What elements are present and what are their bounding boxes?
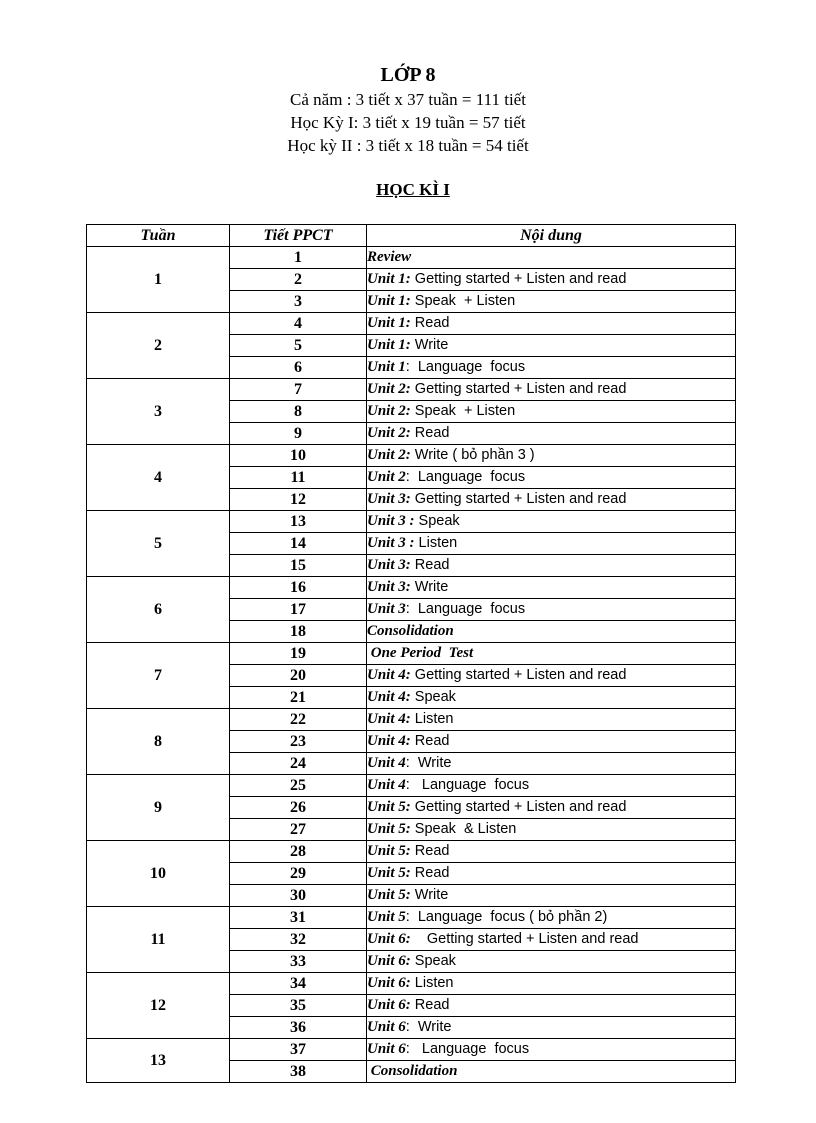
- week-cell: 1: [87, 247, 230, 313]
- period-cell: 33: [230, 951, 367, 973]
- table-row: [87, 907, 736, 929]
- period-cell: 23: [230, 731, 367, 753]
- period-cell: 18: [230, 621, 367, 643]
- content-cell: [367, 335, 736, 357]
- week-cell: 2: [87, 313, 230, 379]
- lesson-text: Read: [410, 557, 450, 573]
- content-cell: [367, 247, 736, 269]
- content-cell: [367, 951, 736, 973]
- week-cell: 11: [87, 907, 230, 973]
- unit-label: Unit 1:: [367, 337, 411, 353]
- lesson-text: Read: [410, 733, 450, 749]
- period-cell: 6: [230, 357, 367, 379]
- unit-label: Unit 2: [367, 469, 406, 485]
- week-cell: 10: [87, 841, 230, 907]
- lesson-text: : Write: [405, 1019, 452, 1035]
- unit-label: Unit 5:: [367, 865, 411, 881]
- content-cell: [367, 269, 736, 291]
- schedule-table: [86, 224, 736, 1083]
- content-cell: [367, 621, 736, 643]
- unit-label: Unit 4: [367, 755, 406, 771]
- period-cell: 15: [230, 555, 367, 577]
- content-cell: [367, 775, 736, 797]
- special-lesson-label: One Period Test: [367, 645, 474, 661]
- period-cell: 5: [230, 335, 367, 357]
- period-cell: 11: [230, 467, 367, 489]
- week-cell: 7: [87, 643, 230, 709]
- lesson-text: : Language focus ( bỏ phần 2): [405, 909, 608, 925]
- semester-1-summary-line: Học Kỳ I: 3 tiết x 19 tuần = 57 tiết: [290, 113, 526, 132]
- unit-label: Unit 3 :: [367, 513, 415, 529]
- period-cell: 25: [230, 775, 367, 797]
- content-cell: [367, 423, 736, 445]
- lesson-text: Speak + Listen: [410, 403, 516, 419]
- period-cell: 13: [230, 511, 367, 533]
- table-row: [87, 313, 736, 335]
- period-cell: 37: [230, 1039, 367, 1061]
- lesson-text: : Write: [405, 755, 452, 771]
- period-cell: 2: [230, 269, 367, 291]
- unit-label: Unit 5:: [367, 887, 411, 903]
- unit-label: Unit 1: [367, 359, 406, 375]
- period-cell: 27: [230, 819, 367, 841]
- period-cell: 10: [230, 445, 367, 467]
- lesson-text: Speak: [410, 953, 456, 969]
- lesson-text: Read: [410, 315, 450, 331]
- unit-label: Unit 3:: [367, 491, 411, 507]
- period-cell: 17: [230, 599, 367, 621]
- period-cell: 24: [230, 753, 367, 775]
- document-header: [0, 62, 816, 157]
- period-cell: 32: [230, 929, 367, 951]
- content-cell: [367, 379, 736, 401]
- content-cell: [367, 665, 736, 687]
- lesson-text: Listen: [414, 535, 458, 551]
- unit-label: Unit 6:: [367, 975, 411, 991]
- table-row: [87, 775, 736, 797]
- lesson-text: Getting started + Listen and read: [410, 381, 627, 397]
- content-cell: [367, 1039, 736, 1061]
- unit-label: Unit 4:: [367, 689, 411, 705]
- lesson-text: Read: [410, 425, 450, 441]
- content-cell: [367, 863, 736, 885]
- unit-label: Unit 5:: [367, 821, 411, 837]
- unit-label: Unit 6:: [367, 997, 411, 1013]
- unit-label: Unit 5:: [367, 843, 411, 859]
- unit-label: Unit 3:: [367, 579, 411, 595]
- content-cell: [367, 687, 736, 709]
- week-cell: 12: [87, 973, 230, 1039]
- unit-label: Unit 3 :: [367, 535, 415, 551]
- period-cell: 14: [230, 533, 367, 555]
- period-cell: 19: [230, 643, 367, 665]
- table-row: [87, 709, 736, 731]
- content-cell: [367, 731, 736, 753]
- unit-label: Unit 1:: [367, 293, 411, 309]
- content-cell: [367, 819, 736, 841]
- period-cell: 34: [230, 973, 367, 995]
- unit-label: Unit 2:: [367, 425, 411, 441]
- lesson-text: Getting started + Listen and read: [410, 667, 627, 683]
- period-cell: 4: [230, 313, 367, 335]
- period-cell: 3: [230, 291, 367, 313]
- unit-label: Unit 4:: [367, 667, 411, 683]
- period-cell: 30: [230, 885, 367, 907]
- period-cell: 20: [230, 665, 367, 687]
- lesson-text: : Language focus: [405, 1041, 530, 1057]
- lesson-text: : Language focus: [405, 359, 526, 375]
- content-cell: [367, 1061, 736, 1083]
- period-cell: 28: [230, 841, 367, 863]
- lesson-text: Read: [410, 997, 450, 1013]
- lesson-text: Getting started + Listen and read: [410, 491, 627, 507]
- content-cell: [367, 291, 736, 313]
- period-cell: 29: [230, 863, 367, 885]
- period-cell: 12: [230, 489, 367, 511]
- content-cell: [367, 643, 736, 665]
- unit-label: Unit 6: [367, 1041, 406, 1057]
- lesson-text: : Language focus: [405, 777, 530, 793]
- period-cell: 7: [230, 379, 367, 401]
- special-lesson-label: Consolidation: [367, 1063, 458, 1079]
- unit-label: Unit 6:: [367, 931, 411, 947]
- table-row: [87, 379, 736, 401]
- unit-label: Unit 1:: [367, 271, 411, 287]
- content-cell: [367, 709, 736, 731]
- content-cell: [367, 841, 736, 863]
- lesson-text: Write ( bỏ phần 3 ): [410, 447, 535, 463]
- semester-2-summary-line: Học kỳ II : 3 tiết x 18 tuần = 54 tiết: [287, 136, 529, 155]
- week-cell: 8: [87, 709, 230, 775]
- period-cell: 38: [230, 1061, 367, 1083]
- page-title: LỚP 8: [380, 64, 436, 86]
- lesson-text: Speak & Listen: [410, 821, 517, 837]
- unit-label: Unit 6:: [367, 953, 411, 969]
- lesson-text: Speak + Listen: [410, 293, 516, 309]
- content-cell: [367, 797, 736, 819]
- column-header-content: Nội dung: [367, 225, 736, 247]
- unit-label: Unit 5: [367, 909, 406, 925]
- week-cell: 9: [87, 775, 230, 841]
- week-cell: 3: [87, 379, 230, 445]
- table-row: [87, 643, 736, 665]
- year-summary-line: Cả năm : 3 tiết x 37 tuần = 111 tiết: [290, 90, 526, 109]
- semester-heading: HỌC KÌ I: [376, 180, 450, 199]
- content-cell: [367, 995, 736, 1017]
- lesson-text: : Language focus: [405, 469, 526, 485]
- content-cell: [367, 313, 736, 335]
- table-row: [87, 511, 736, 533]
- content-cell: [367, 1017, 736, 1039]
- unit-label: Unit 4:: [367, 733, 411, 749]
- lesson-text: Getting started + Listen and read: [410, 931, 639, 947]
- period-cell: 36: [230, 1017, 367, 1039]
- lesson-text: : Language focus: [405, 601, 526, 617]
- unit-label: Unit 1:: [367, 315, 411, 331]
- period-cell: 26: [230, 797, 367, 819]
- unit-label: Unit 4:: [367, 711, 411, 727]
- content-cell: [367, 973, 736, 995]
- content-cell: [367, 401, 736, 423]
- period-cell: 8: [230, 401, 367, 423]
- lesson-text: Getting started + Listen and read: [410, 799, 627, 815]
- lesson-text: Speak: [410, 689, 456, 705]
- period-cell: 16: [230, 577, 367, 599]
- week-cell: 4: [87, 445, 230, 511]
- lesson-text: Speak: [414, 513, 460, 529]
- period-cell: 1: [230, 247, 367, 269]
- content-cell: [367, 555, 736, 577]
- special-lesson-label: Review: [367, 249, 412, 265]
- week-cell: 5: [87, 511, 230, 577]
- period-cell: 22: [230, 709, 367, 731]
- content-cell: [367, 599, 736, 621]
- content-cell: [367, 753, 736, 775]
- lesson-text: Listen: [410, 975, 454, 991]
- lesson-text: Read: [410, 865, 450, 881]
- content-cell: [367, 907, 736, 929]
- column-header-week: Tuần: [87, 225, 230, 247]
- content-cell: [367, 577, 736, 599]
- content-cell: [367, 357, 736, 379]
- table-row: [87, 247, 736, 269]
- lesson-text: Getting started + Listen and read: [410, 271, 627, 287]
- unit-label: Unit 2:: [367, 403, 411, 419]
- special-lesson-label: Consolidation: [367, 623, 454, 639]
- content-cell: [367, 885, 736, 907]
- column-header-period: Tiết PPCT: [230, 225, 367, 247]
- unit-label: Unit 4: [367, 777, 406, 793]
- unit-label: Unit 2:: [367, 447, 411, 463]
- lesson-text: Read: [410, 843, 450, 859]
- content-cell: [367, 467, 736, 489]
- table-row: [87, 577, 736, 599]
- week-cell: 13: [87, 1039, 230, 1083]
- table-body: [87, 247, 736, 1083]
- content-cell: [367, 533, 736, 555]
- unit-label: Unit 5:: [367, 799, 411, 815]
- table-row: [87, 1039, 736, 1061]
- period-cell: 21: [230, 687, 367, 709]
- period-cell: 35: [230, 995, 367, 1017]
- period-cell: 9: [230, 423, 367, 445]
- content-cell: [367, 445, 736, 467]
- period-cell: 31: [230, 907, 367, 929]
- week-cell: 6: [87, 577, 230, 643]
- table-header-row: [87, 225, 736, 247]
- content-cell: [367, 511, 736, 533]
- content-cell: [367, 489, 736, 511]
- lesson-text: Write: [410, 337, 449, 353]
- table-row: [87, 445, 736, 467]
- unit-label: Unit 6: [367, 1019, 406, 1035]
- lesson-text: Listen: [410, 711, 454, 727]
- unit-label: Unit 3: [367, 601, 406, 617]
- lesson-text: Write: [410, 887, 449, 903]
- unit-label: Unit 2:: [367, 381, 411, 397]
- unit-label: Unit 3:: [367, 557, 411, 573]
- table-row: [87, 973, 736, 995]
- lesson-text: Write: [410, 579, 449, 595]
- content-cell: [367, 929, 736, 951]
- table-row: [87, 841, 736, 863]
